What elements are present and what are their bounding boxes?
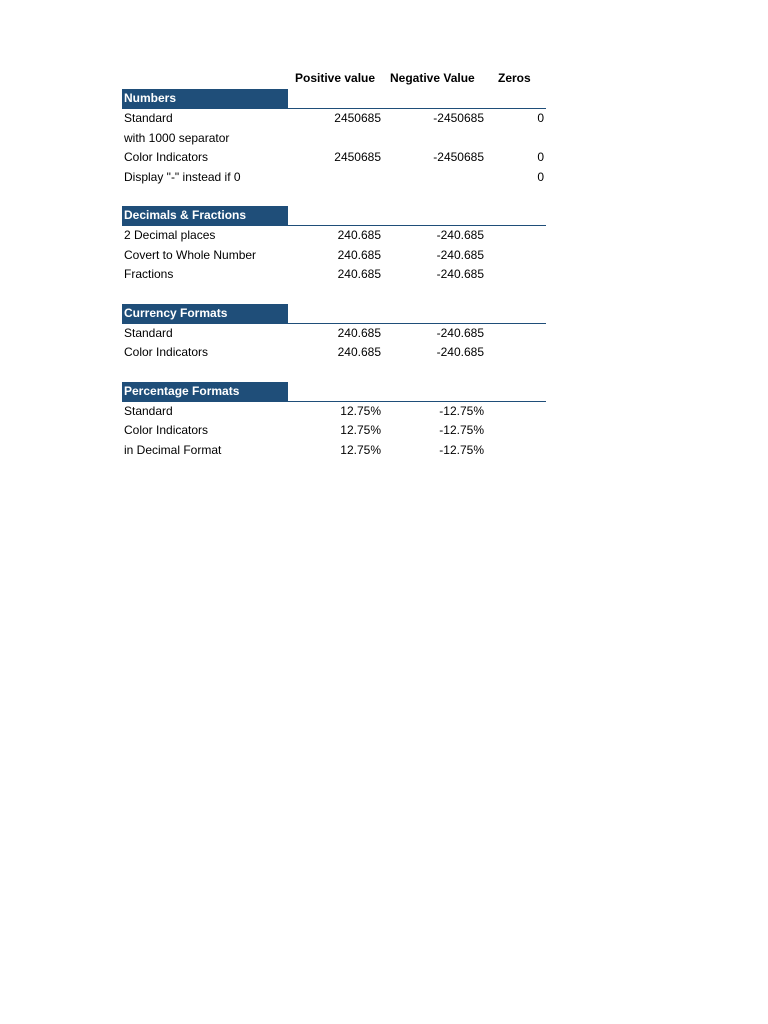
row-label[interactable]: Standard xyxy=(124,325,173,340)
table-row xyxy=(122,402,546,422)
negative-value-cell[interactable]: -240.685 xyxy=(436,247,484,262)
zero-value-cell[interactable]: 0 xyxy=(537,111,544,125)
sections-container xyxy=(122,89,546,460)
positive-value-cell[interactable]: 240.685 xyxy=(337,247,381,262)
positive-value-cell[interactable]: 2450685 xyxy=(334,150,381,164)
negative-value-cell[interactable]: -12.75% xyxy=(439,403,484,418)
table-row xyxy=(122,421,546,441)
row-label[interactable]: in Decimal Format xyxy=(124,442,222,457)
table-row xyxy=(122,265,546,285)
section xyxy=(122,304,546,363)
table-row xyxy=(122,246,546,266)
section xyxy=(122,382,546,461)
column-header-zeros[interactable]: Zeros xyxy=(498,71,531,85)
table-row xyxy=(122,226,546,246)
negative-value-cell[interactable]: -240.685 xyxy=(436,228,484,242)
section-title[interactable]: Percentage Formats xyxy=(122,382,288,401)
row-label[interactable]: Color Indicators xyxy=(124,150,209,164)
section xyxy=(122,206,546,285)
row-label[interactable]: Display "-" instead if 0 xyxy=(124,169,241,184)
table-row xyxy=(122,168,546,188)
row-label[interactable]: Color Indicators xyxy=(124,423,209,437)
positive-value-cell[interactable]: 240.685 xyxy=(337,228,381,242)
row-label[interactable]: Fractions xyxy=(124,267,174,281)
negative-value-cell[interactable]: -240.685 xyxy=(436,325,484,340)
positive-value-cell[interactable]: 12.75% xyxy=(340,423,381,437)
positive-value-cell[interactable]: 12.75% xyxy=(340,403,381,418)
row-label[interactable]: Standard xyxy=(124,111,173,125)
zero-value-cell[interactable]: 0 xyxy=(537,150,544,164)
negative-value-cell[interactable]: -2450685 xyxy=(433,111,484,125)
row-label[interactable]: Color Indicators xyxy=(124,345,209,359)
negative-value-cell[interactable]: -12.75% xyxy=(439,423,484,437)
positive-value-cell[interactable]: 240.685 xyxy=(337,325,381,340)
spreadsheet xyxy=(122,69,546,460)
column-header-negative[interactable]: Negative Value xyxy=(390,71,475,85)
section-header xyxy=(122,206,546,226)
section-header xyxy=(122,304,546,324)
table-row xyxy=(122,109,546,129)
section xyxy=(122,89,546,187)
column-header-positive[interactable]: Positive value xyxy=(295,71,376,85)
section-header xyxy=(122,89,546,109)
section-spacer xyxy=(122,363,546,382)
section-title[interactable]: Currency Formats xyxy=(122,304,288,323)
table-row xyxy=(122,324,546,344)
row-label[interactable]: Covert to Whole Number xyxy=(124,247,257,262)
table-row xyxy=(122,343,546,363)
section-header xyxy=(122,382,546,402)
negative-value-cell[interactable]: -2450685 xyxy=(433,150,484,164)
negative-value-cell[interactable]: -240.685 xyxy=(436,345,484,359)
table-row xyxy=(122,441,546,461)
row-label[interactable]: with 1000 separator xyxy=(124,130,230,145)
positive-value-cell[interactable]: 240.685 xyxy=(337,345,381,359)
positive-value-cell[interactable]: 2450685 xyxy=(334,111,381,125)
section-title[interactable]: Numbers xyxy=(122,89,288,108)
table-row xyxy=(122,148,546,168)
positive-value-cell[interactable]: 240.685 xyxy=(337,267,381,281)
row-label[interactable]: Standard xyxy=(124,403,173,418)
section-spacer xyxy=(122,285,546,304)
table-row xyxy=(122,129,546,149)
row-label[interactable]: 2 Decimal places xyxy=(124,228,216,242)
section-title[interactable]: Decimals & Fractions xyxy=(122,206,288,225)
negative-value-cell[interactable]: -240.685 xyxy=(436,267,484,281)
column-headers xyxy=(122,69,546,89)
section-spacer xyxy=(122,187,546,206)
positive-value-cell[interactable]: 12.75% xyxy=(340,442,381,457)
zero-value-cell[interactable]: 0 xyxy=(537,169,544,184)
negative-value-cell[interactable]: -12.75% xyxy=(439,442,484,457)
